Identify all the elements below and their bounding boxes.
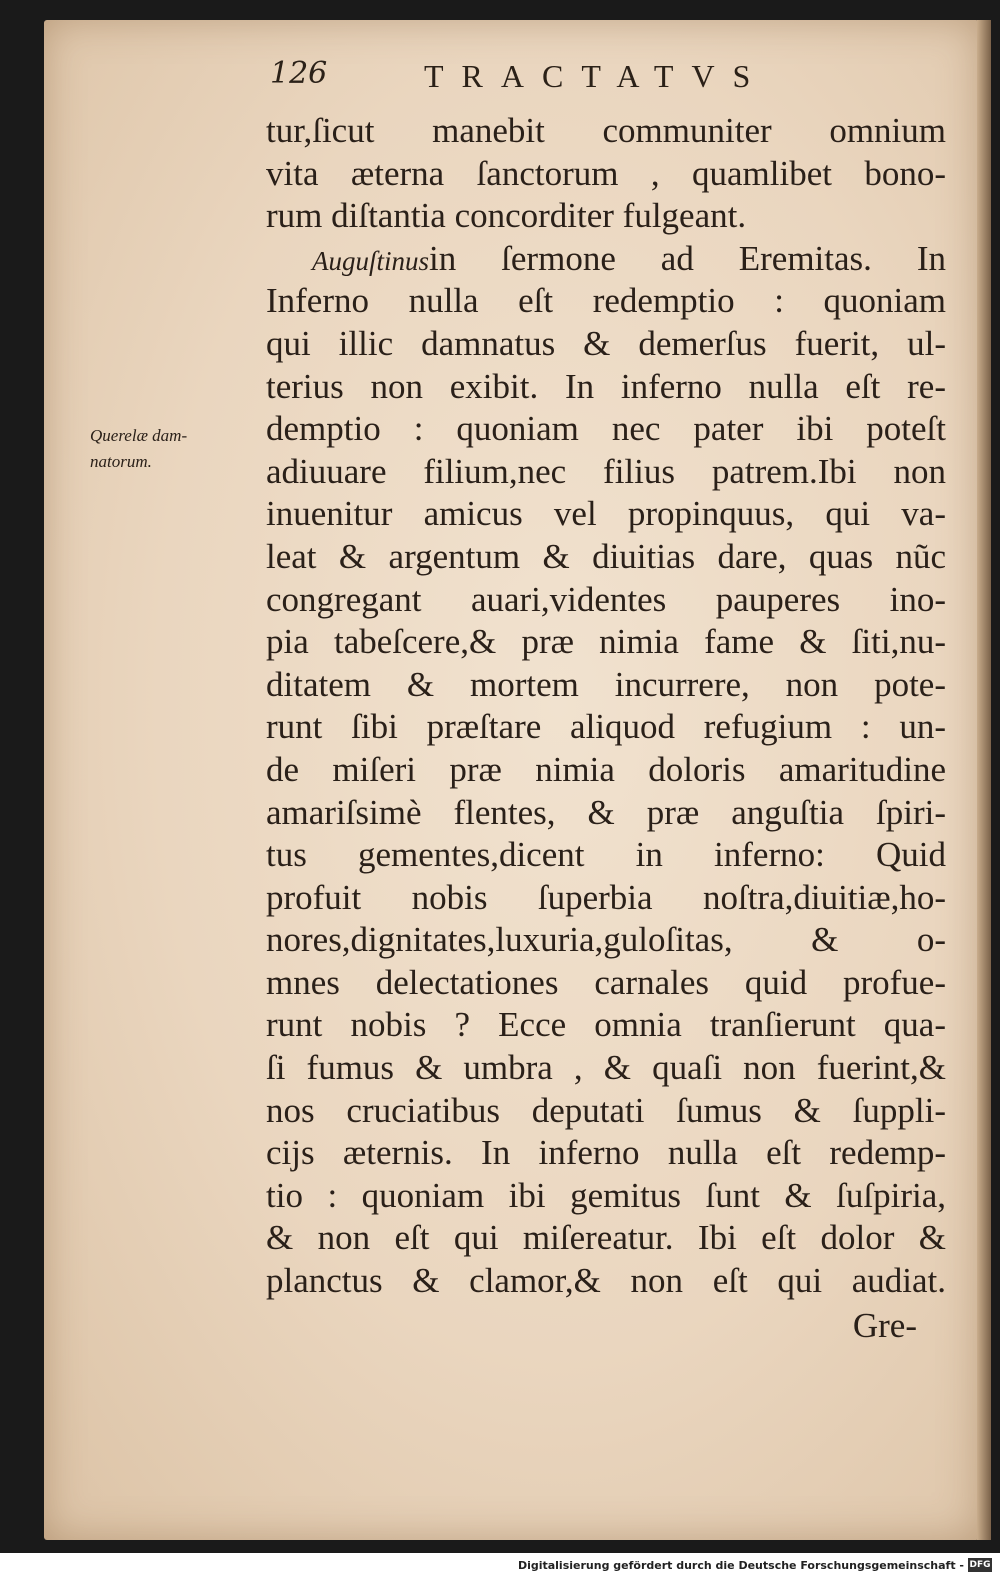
text-line: adiuuare filium,nec filius patrem.Ibi non [266,451,946,491]
catchword: Gre- [852,1306,917,1345]
text-line: runt ſibi præſtare aliquod refugium : un- [266,707,946,747]
text-line: leat & argentum & diuitias dare, quas nũc [266,536,946,576]
book-page [44,20,979,1540]
text-line: vita æterna ſanctorum , quamlibet bono- [266,153,946,193]
text-line: terius non exibit. In inferno nulla eſt re- [266,366,946,406]
author-name: Auguſtinus [312,245,430,276]
marginal-note-line: Querelæ dam- [90,426,188,445]
footer [0,1553,1000,1582]
text-line: pia tabeſcere,& præ nimia fame & ſiti,nu- [266,622,946,662]
text-line: planctus & clamor,& non eſt qui audiat. [266,1261,946,1301]
text-line: qui illic damnatus & demerſus fuerit, ul- [266,323,946,363]
text-line: tio : quoniam ibi gemitus ſunt & ſuſpiria, [266,1175,946,1215]
text-line-rest: in ſermone ad Eremitas. In [429,238,946,278]
text-line: amariſsimè flentes, & præ anguſtia ſpiri- [266,792,946,832]
text-line [266,238,946,281]
page-number: 126 [270,56,328,91]
text-line: de miſeri præ nimia doloris amaritudine [266,749,946,789]
text-line: mnes delectationes carnales quid profue- [266,962,946,1002]
footer-credit: Digitalisierung gefördert durch die Deutsche Forschungsgemeinschaft - [517,1559,964,1572]
text-line: inuenitur amicus vel propinquus, qui va- [266,494,946,534]
marginal-note [90,423,187,475]
text-line: nores,dignitates,luxuria,guloſitas, & o- [266,920,946,960]
text-line: runt nobis ? Ecce omnia tranſierunt qua- [266,1005,946,1045]
text-line: Inferno nulla eſt redemptio : quoniam [266,281,946,321]
text-line: tur,ſicut manebit communiter omnium [266,111,946,150]
text-line: rum diſtantia concorditer fulgeant. [266,196,747,236]
dfg-logo-icon: DFG [969,1560,991,1570]
text-line: & non eſt qui miſereatur. Ibi eſt dolor & [266,1218,946,1258]
text-line: tus gementes,dicent in inferno: Quid [266,835,946,875]
text-line: ſi fumus & umbra , & quaſi non fuerint,& [266,1048,946,1088]
text-line: demptio : quoniam nec pater ibi poteſt [266,409,946,449]
text-line: nos cruciatibus deputati ſumus & ſuppli- [266,1090,946,1130]
text-line: ditatem & mortem incurrere, non pote- [266,664,946,704]
running-head: TRACTATVS [424,58,769,94]
text-line: congregant auari,videntes pauperes ino- [266,579,946,619]
marginal-note-line: natorum. [90,452,152,471]
text-line: profuit nobis ſuperbia noſtra,diuitiæ,ho- [266,877,946,917]
text-line: cijs æternis. In inferno nulla eſt redemp- [266,1133,946,1173]
body-text [266,110,946,1303]
